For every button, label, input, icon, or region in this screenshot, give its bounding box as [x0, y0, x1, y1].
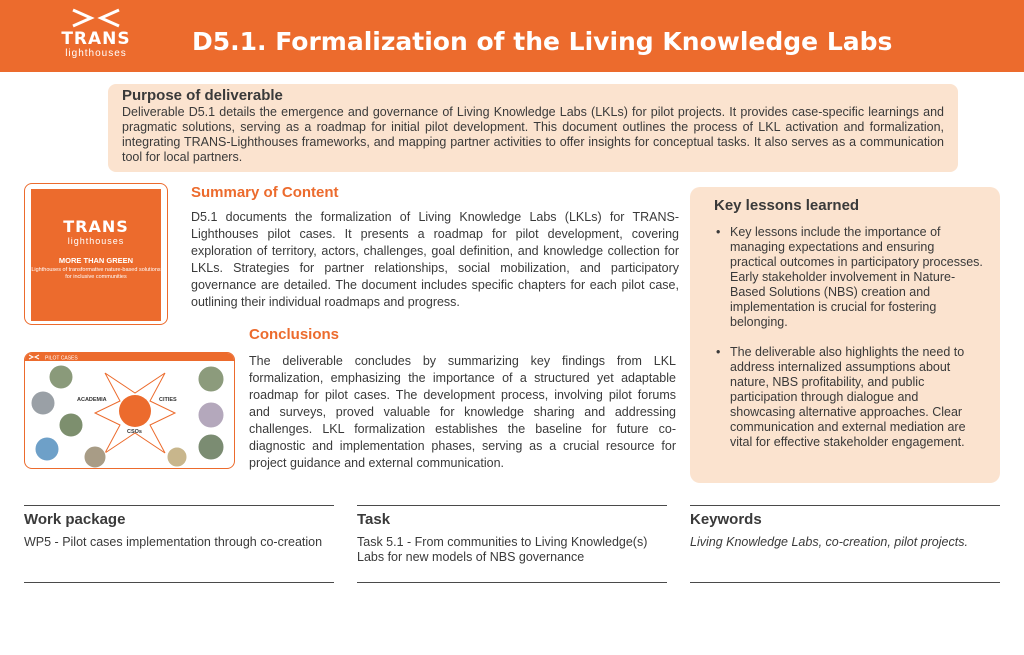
header-banner	[0, 0, 1024, 72]
task-heading: Task	[357, 511, 391, 528]
purpose-body: Deliverable D5.1 details the emergence and governance of Living Knowledge Labs (LKLs) for pilot projects. It provides case-specific learnings and pragmatic solutions, serving as a roadmap for initial pilot development. This document outlines the process of LKL activation and formalization, integrating TRANS-Lighthouses frameworks, and mapping partner activities to offer insights for conceptual tasks. It also serves as a communication tool for local partners.	[122, 105, 944, 164]
key-lessons-panel	[690, 187, 1000, 483]
logo-chevrons-icon	[69, 8, 123, 28]
bullet-icon: •	[716, 225, 721, 239]
cover-brand: TRANS	[63, 217, 129, 236]
logo-subtitle: lighthouses	[65, 48, 127, 59]
lesson-text: The deliverable also highlights the need to address internalized assumptions about nature, NBS profitability, and public participation through dialogue and showcasing alternative approaches. Clear communication and external mediation are vital for effective stakeholder engagement.	[730, 345, 966, 449]
cover-panel	[31, 189, 161, 321]
deliverable-cover-image	[24, 183, 168, 325]
conclusions-body: The deliverable concludes by summarizing key findings from LKL formalization, emphasizing the importance of a structured yet adaptable roadmap for pilot cases. The development process, involving pilot forums and surveys, proved valuable for knowledge sharing and addressing challenges. LKL formalization establishes the baseline for future co-diagnostic and implementation phases, serving as a crucial resource for project guidance and external communication.	[249, 354, 676, 470]
diagram-label-csos: CSOs	[127, 429, 142, 435]
summary-section	[191, 184, 679, 311]
work-package-heading: Work package	[24, 511, 126, 528]
purpose-panel	[108, 84, 958, 172]
conclusions-heading: Conclusions	[249, 326, 340, 343]
page-title: D5.1. Formalization of the Living Knowledge Labs	[192, 27, 893, 56]
work-package-body: WP5 - Pilot cases implementation through co-creation	[24, 535, 323, 549]
task-block	[357, 505, 667, 583]
keywords-heading: Keywords	[690, 511, 762, 528]
lesson-text: Key lessons include the importance of managing expectations and ensuring practical outcomes in participatory processes. Early stakeholder involvement in Nature-Based Solutions (NBS) creation and implementation is crucial for fostering belonging.	[730, 225, 983, 329]
keywords-body: Living Knowledge Labs, co-creation, pilot projects.	[690, 535, 968, 549]
lessons-list	[714, 225, 984, 450]
cover-subtitle: lighthouses	[67, 236, 125, 246]
cover-headline: MORE THAN GREEN	[58, 256, 134, 265]
keywords-block	[690, 505, 1000, 583]
list-item	[714, 345, 984, 450]
summary-heading: Summary of Content	[191, 184, 339, 201]
bullet-icon: •	[716, 345, 721, 359]
diagram-label-cities: CITIES	[159, 397, 177, 403]
list-item	[714, 225, 984, 330]
pilot-cases-graphic	[25, 353, 235, 469]
cover-small-text: Lighthouses of transformative nature-based solutions for inclusive communities	[31, 267, 161, 280]
conclusions-section	[249, 326, 676, 472]
logo-brand: TRANS	[61, 29, 131, 49]
summary-body: D5.1 documents the formalization of Living Knowledge Labs (LKLs) for TRANS-Lighthouses pilot cases. It presents a roadmap for pilot development, covering exploration of territory, actors, challenges, goal definition, and knowledge collection for LKLs. Strategies for partner relationships, social mobilization, and participatory governance are detailed. The document includes specific chapters for each pilot case, outlining their individual roadmaps and progress.	[191, 210, 679, 309]
trans-lighthouses-logo	[56, 8, 136, 66]
diagram-label-academia: ACADEMIA	[77, 397, 107, 403]
pilot-cases-diagram	[24, 352, 235, 469]
task-body: Task 5.1 - From communities to Living Knowledge(s) Labs for new models of NBS governance	[357, 535, 648, 564]
purpose-heading: Purpose of deliverable	[122, 87, 283, 104]
diagram-header-text: PILOT CASES	[45, 355, 78, 362]
work-package-block	[24, 505, 334, 583]
lessons-heading: Key lessons learned	[714, 197, 860, 214]
